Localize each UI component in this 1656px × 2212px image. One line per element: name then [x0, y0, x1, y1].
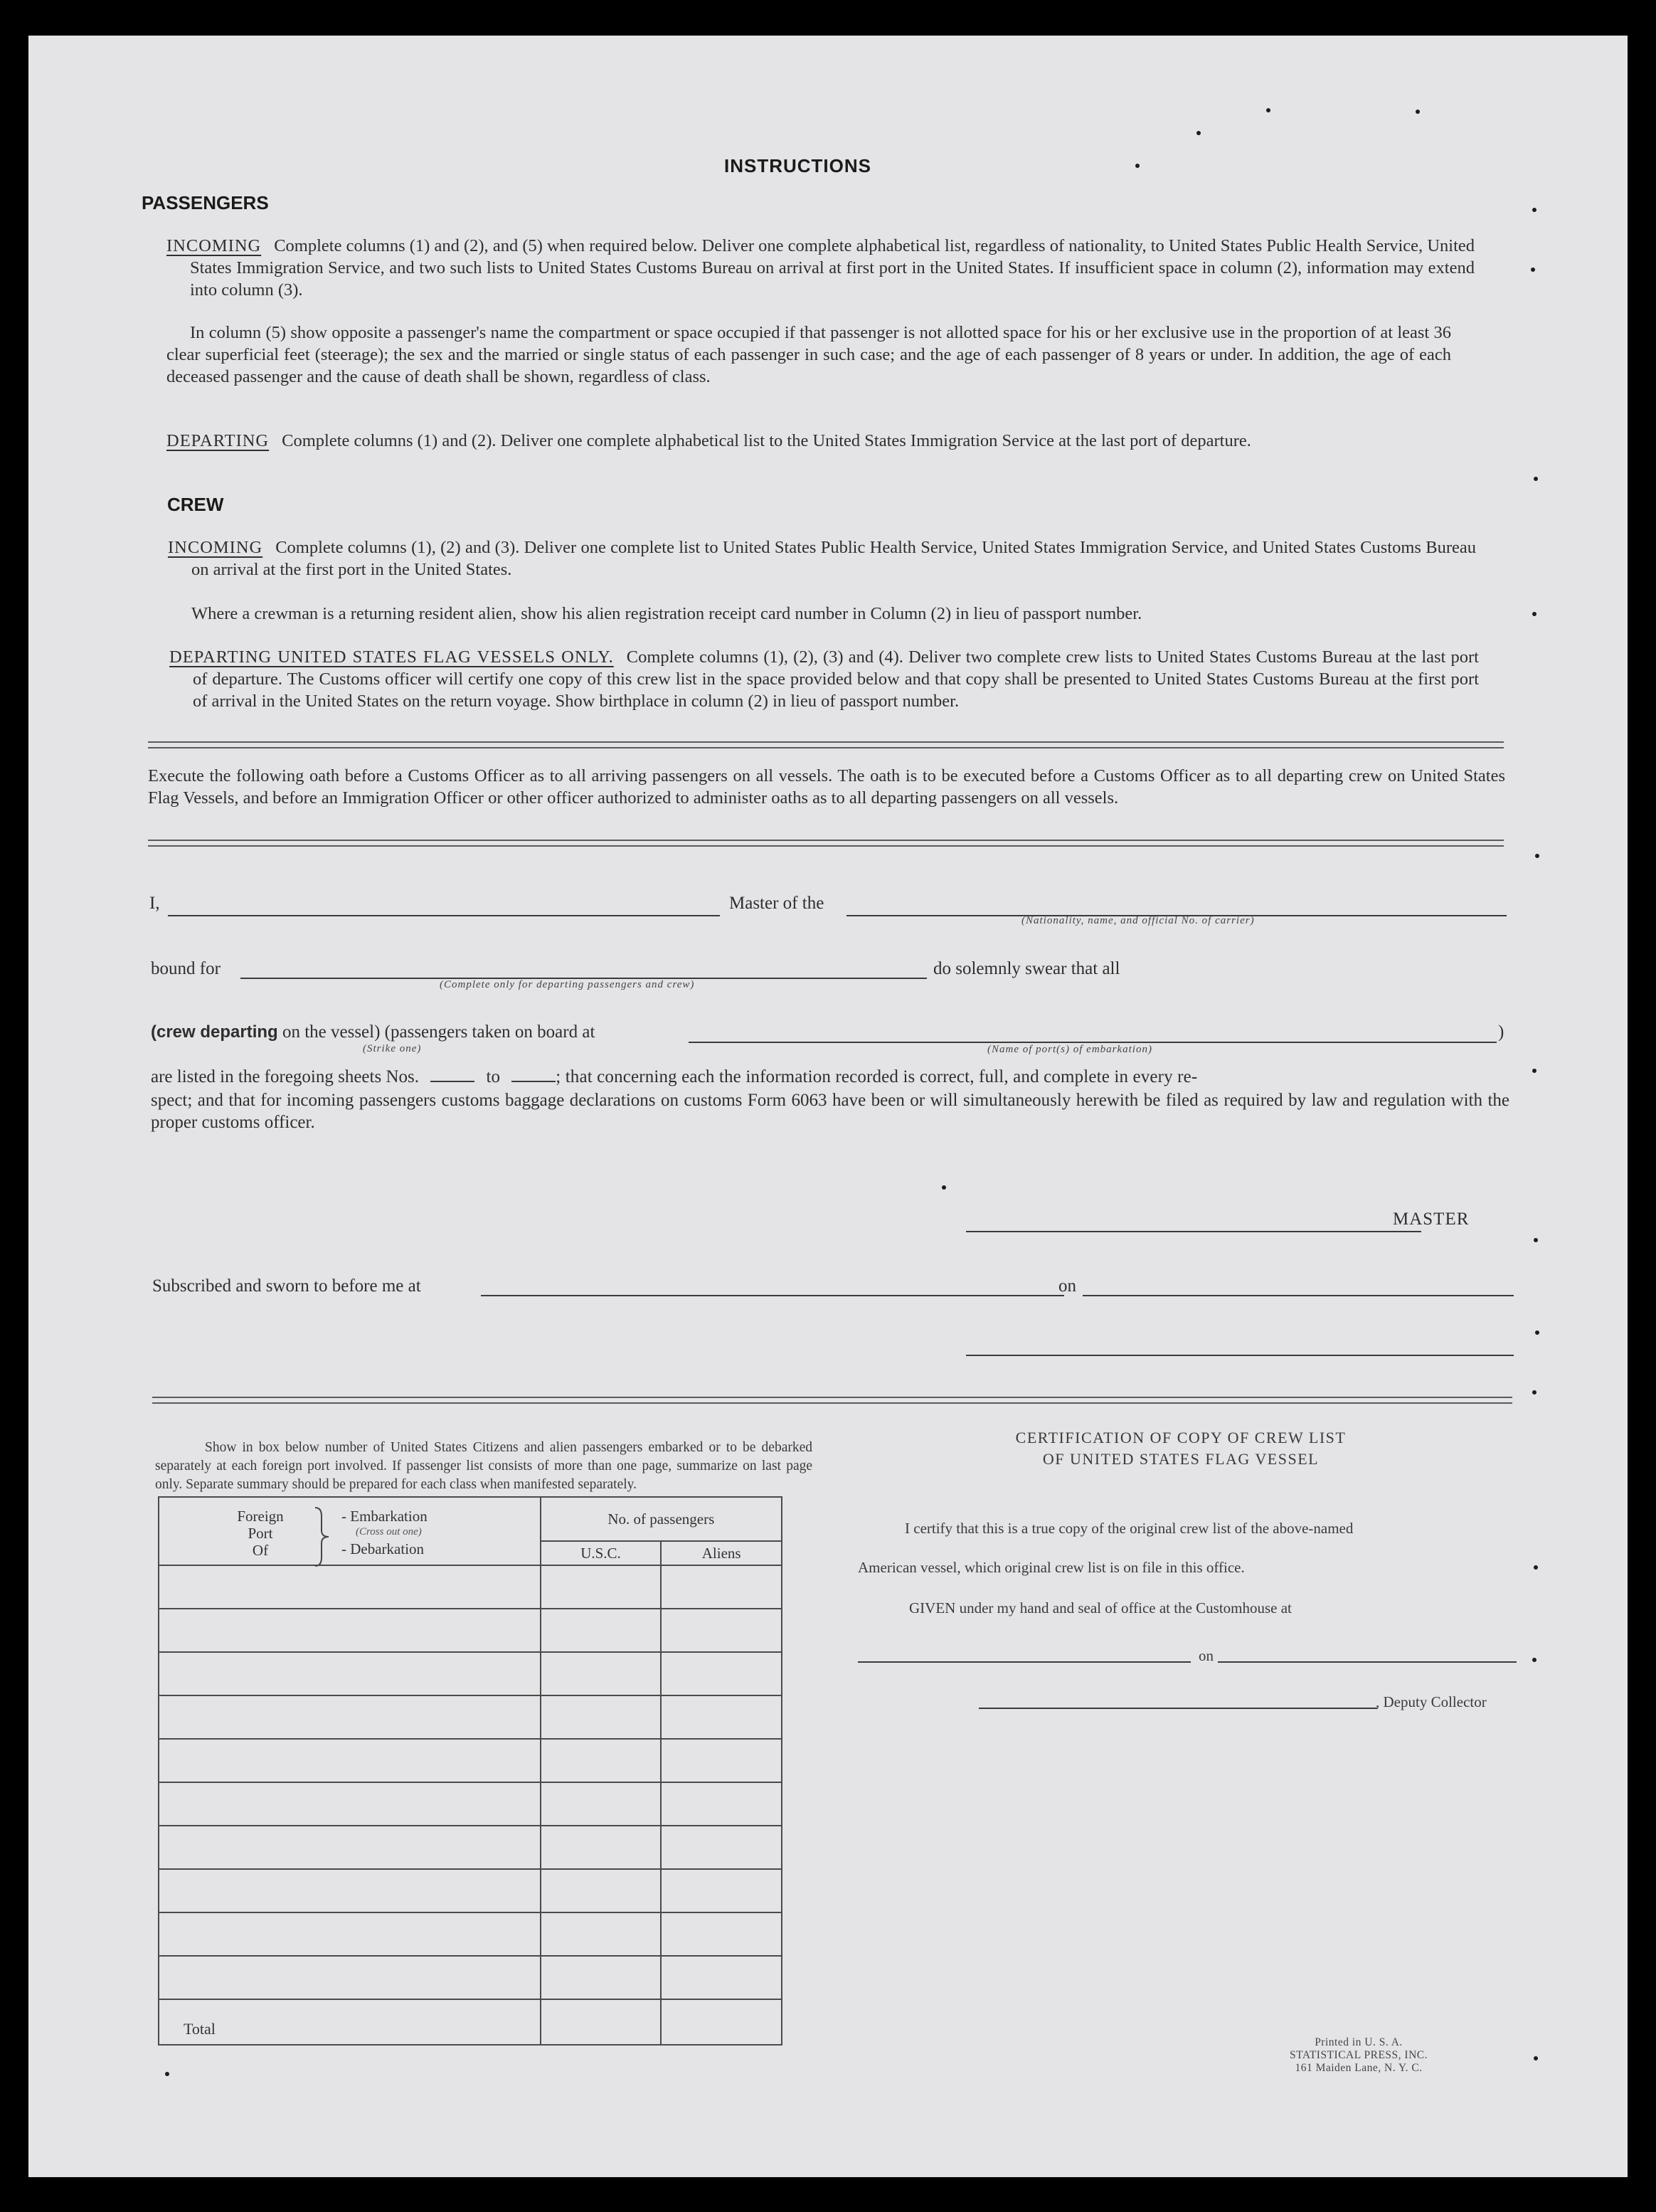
- subscribed-place-field[interactable]: [481, 1295, 1064, 1296]
- table-row-aliens-cell[interactable]: [661, 1956, 782, 1999]
- port-label: Port: [248, 1525, 273, 1542]
- table-row-port-cell[interactable]: [159, 1826, 541, 1869]
- table-row-port-cell[interactable]: [159, 1695, 541, 1739]
- speck: [1532, 1069, 1536, 1073]
- certify-line2: American vessel, which original crew list is on file in this office.: [858, 1559, 1245, 1576]
- total-usc-cell[interactable]: [541, 1999, 662, 2045]
- close-paren: ): [1498, 1022, 1504, 1042]
- embarkation-label[interactable]: - Embarkation: [341, 1508, 428, 1525]
- passengers-departing-label: DEPARTING: [166, 431, 270, 450]
- speck: [1416, 110, 1420, 114]
- master-of-the-label: Master of the: [729, 894, 824, 913]
- subscribed-on-label: on: [1058, 1276, 1076, 1296]
- listed-text-c: spect; and that for incoming passengers customs baggage declarations on customs Form 6063 have been or will simultaneously herewith be filed as required by law and regulation with the proper customs officer.: [151, 1091, 1509, 1132]
- crew-departing-option: (crew departing: [151, 1022, 278, 1042]
- passengers-departing-text: Complete columns (1) and (2). Deliver one complete alphabetical list to the United States Immigration Service at the last port of departure.: [282, 431, 1251, 450]
- table-row-aliens-cell[interactable]: [661, 1782, 782, 1826]
- speck: [1531, 268, 1535, 272]
- crew-resident-paragraph: [191, 603, 1454, 625]
- on-vessel-text: on the vessel) (passengers taken on board at: [282, 1022, 595, 1042]
- table-row-aliens-cell[interactable]: [661, 1609, 782, 1652]
- passengers-incoming-text: Complete columns (1) and (2), and (5) when required below. Deliver one complete alphabetical list, regardless of nationality, to United States Public Health Service, United States Immigration Service, and two such lists to United States Customs Bureau on arrival at first port in the United States. If insufficient space in column (2), information may extend into column (3).: [190, 236, 1475, 300]
- passengers-incoming-label: INCOMING: [166, 236, 262, 255]
- officer-signature-field[interactable]: [966, 1355, 1514, 1356]
- bound-for-label: bound for: [151, 959, 221, 978]
- port-header-cell: [159, 1497, 541, 1565]
- speck: [1534, 2056, 1538, 2060]
- table-row-port-cell[interactable]: [159, 1956, 541, 1999]
- speck: [1532, 612, 1536, 616]
- speck: [1532, 208, 1536, 212]
- table-row-aliens-cell[interactable]: [661, 1912, 782, 1956]
- passengers-column5-paragraph: [166, 322, 1451, 388]
- bound-for-caption: (Complete only for departing passengers and crew): [440, 979, 695, 990]
- speck: [1196, 131, 1201, 135]
- certification-title-line1: CERTIFICATION OF COPY OF CREW LIST: [1015, 1429, 1347, 1446]
- table-row-aliens-cell[interactable]: [661, 1826, 782, 1869]
- cert-date-field[interactable]: [1218, 1661, 1517, 1663]
- table-row-usc-cell[interactable]: [541, 1565, 662, 1609]
- cross-out-caption: (Cross out one): [356, 1526, 422, 1538]
- table-row-aliens-cell[interactable]: [661, 1695, 782, 1739]
- table-row-aliens-cell[interactable]: [661, 1869, 782, 1912]
- printer-line1: Printed in U. S. A.: [1315, 2036, 1403, 2048]
- no-of-passengers-header: No. of passengers: [541, 1497, 782, 1541]
- debarkation-label[interactable]: - Debarkation: [341, 1540, 425, 1557]
- of-label: Of: [252, 1542, 269, 1559]
- master-name-field[interactable]: [168, 915, 720, 916]
- certification-title: [861, 1427, 1501, 1470]
- printer-line2: STATISTICAL PRESS, INC.: [1290, 2049, 1428, 2061]
- printer-imprint: [1252, 2036, 1465, 2075]
- passenger-count-table: [158, 1496, 782, 2046]
- printer-line3: 161 Maiden Lane, N. Y. C.: [1295, 2062, 1423, 2074]
- table-row-port-cell[interactable]: [159, 1912, 541, 1956]
- speck: [1534, 1565, 1538, 1570]
- table-row-usc-cell[interactable]: [541, 1956, 662, 1999]
- certification-title-line2: OF UNITED STATES FLAG VESSEL: [1042, 1450, 1320, 1468]
- form-page: [28, 36, 1628, 2177]
- crew-departing-paragraph: [169, 646, 1479, 712]
- speck: [942, 1185, 946, 1190]
- table-row-port-cell[interactable]: [159, 1652, 541, 1695]
- total-label-cell: [159, 1999, 541, 2045]
- deputy-signature-field[interactable]: [979, 1708, 1377, 1709]
- table-row-aliens-cell[interactable]: [661, 1565, 782, 1609]
- oath-intro: Execute the following oath before a Customs Officer as to all arriving passengers on all vessels. The oath is to be executed before a Customs Officer as to all departing crew on United States Flag Vessels, and before an Immigration Officer or other officer authorized to administer oaths as to all departing passengers on all vessels.: [148, 766, 1505, 808]
- page-title: INSTRUCTIONS: [724, 155, 871, 176]
- speck: [1135, 164, 1140, 168]
- strike-one-caption: (Strike one): [363, 1043, 422, 1054]
- usc-header: U.S.C.: [541, 1541, 662, 1565]
- passengers-heading: PASSENGERS: [142, 192, 269, 213]
- crew-incoming-text: Complete columns (1), (2) and (3). Deliver one complete list to United States Public Health Service, United States Immigration Service, and United States Customs Bureau on arrival at the first port in the United States.: [191, 538, 1476, 579]
- crew-resident-text: Where a crewman is a returning resident alien, show his alien registration receipt card number in Column (2) in lieu of passport number.: [191, 604, 1142, 623]
- table-row-usc-cell[interactable]: [541, 1869, 662, 1912]
- swear-text: do solemnly swear that all: [933, 959, 1120, 978]
- deputy-collector-label: , Deputy Collector: [1376, 1693, 1487, 1710]
- speck: [1266, 108, 1270, 112]
- subscribed-label: Subscribed and sworn to before me at: [152, 1276, 421, 1296]
- crew-incoming-label: INCOMING: [168, 538, 263, 557]
- certify-line1: I certify that this is a true copy of the original crew list of the above-named: [905, 1520, 1354, 1537]
- table-row-aliens-cell[interactable]: [661, 1652, 782, 1695]
- passengers-column5-text: In column (5) show opposite a passenger's name the compartment or space occupied if that passenger is not allotted space for his or her exclusive use in the proportion of at least 36 clear superficial feet (steerage); the sex and the married or single status of each passenger in such case; and the age of each passenger of 8 years or under. In addition, the age of each deceased passenger and the cause of death shall be shown, regardless of class.: [166, 323, 1451, 386]
- speck: [1534, 477, 1538, 481]
- nationality-caption: (Nationality, name, and official No. of carrier): [1021, 915, 1255, 926]
- master-label: MASTER: [1393, 1210, 1470, 1229]
- given-text: GIVEN under my hand and seal of office at the Customhouse at: [909, 1599, 1292, 1616]
- table-row-usc-cell[interactable]: [541, 1652, 662, 1695]
- brace-icon: [312, 1506, 333, 1567]
- passengers-departing-paragraph: [166, 430, 1475, 452]
- table-row-port-cell[interactable]: [159, 1739, 541, 1782]
- listed-text-a: are listed in the foregoing sheets Nos.: [151, 1067, 419, 1086]
- crew-incoming-paragraph: [168, 536, 1476, 581]
- table-row-usc-cell[interactable]: [541, 1739, 662, 1782]
- crew-heading: CREW: [167, 494, 224, 515]
- table-row-usc-cell[interactable]: [541, 1912, 662, 1956]
- table-row-port-cell[interactable]: [159, 1869, 541, 1912]
- table-row-usc-cell[interactable]: [541, 1826, 662, 1869]
- cert-on-label: on: [1199, 1647, 1214, 1664]
- table-row-aliens-cell[interactable]: [661, 1739, 782, 1782]
- speck: [1532, 1658, 1536, 1662]
- speck: [1534, 1238, 1538, 1242]
- speck: [1535, 854, 1539, 858]
- sheet-to-field[interactable]: [511, 1081, 556, 1082]
- section-divider: [152, 1397, 1512, 1404]
- section-divider: [148, 741, 1504, 748]
- table-row-port-cell[interactable]: [159, 1782, 541, 1826]
- ports-caption: (Name of port(s) of embarkation): [987, 1044, 1152, 1055]
- foreign-label: Foreign: [237, 1508, 284, 1525]
- embarkation-ports-field[interactable]: [689, 1042, 1497, 1043]
- crew-passengers-line: [151, 1022, 595, 1042]
- speck: [1535, 1330, 1539, 1335]
- listed-text-b: ; that concerning each the information recorded is correct, full, and complete in every re-: [556, 1067, 1198, 1086]
- listed-to-text: to: [486, 1067, 500, 1086]
- crew-departing-label: DEPARTING UNITED STATES FLAG VESSELS ONLY.: [169, 647, 614, 667]
- listed-line-1: [151, 1067, 1509, 1087]
- oath-i-label: I,: [149, 894, 160, 913]
- table-row-port-cell[interactable]: [159, 1609, 541, 1652]
- speck: [165, 2072, 169, 2076]
- total-aliens-cell[interactable]: [661, 1999, 782, 2045]
- table-row-usc-cell[interactable]: [541, 1695, 662, 1739]
- speck: [1532, 1390, 1536, 1395]
- subscribed-date-field[interactable]: [1083, 1295, 1514, 1296]
- aliens-header: Aliens: [661, 1541, 782, 1565]
- table-row-port-cell[interactable]: [159, 1565, 541, 1609]
- total-label: Total: [184, 2020, 216, 2038]
- passengers-incoming-paragraph: [166, 235, 1475, 301]
- crew-departing-text: Complete columns (1), (2), (3) and (4). Deliver two complete crew lists to United States Customs Bureau at the last port of departure. The Customs officer will certify one copy of this crew list in the space provided below and that copy shall be presented to United States Customs Bureau at the first port of arrival in the United States on the return voyage. Show birthplace in column (2) in lieu of passport number.: [193, 647, 1479, 711]
- section-divider: [148, 840, 1504, 847]
- master-signature-field[interactable]: [966, 1231, 1421, 1232]
- table-row-usc-cell[interactable]: [541, 1782, 662, 1826]
- customhouse-field[interactable]: [858, 1661, 1191, 1663]
- table-row-usc-cell[interactable]: [541, 1609, 662, 1652]
- box-note: Show in box below number of United States Citizens and alien passengers embarked or to be debarked separately at each foreign port involved. If passenger list consists of more than one page, summarize on last page only. Separate summary should be prepared for each class when manifested separately.: [155, 1440, 812, 1492]
- sheet-from-field[interactable]: [430, 1081, 474, 1082]
